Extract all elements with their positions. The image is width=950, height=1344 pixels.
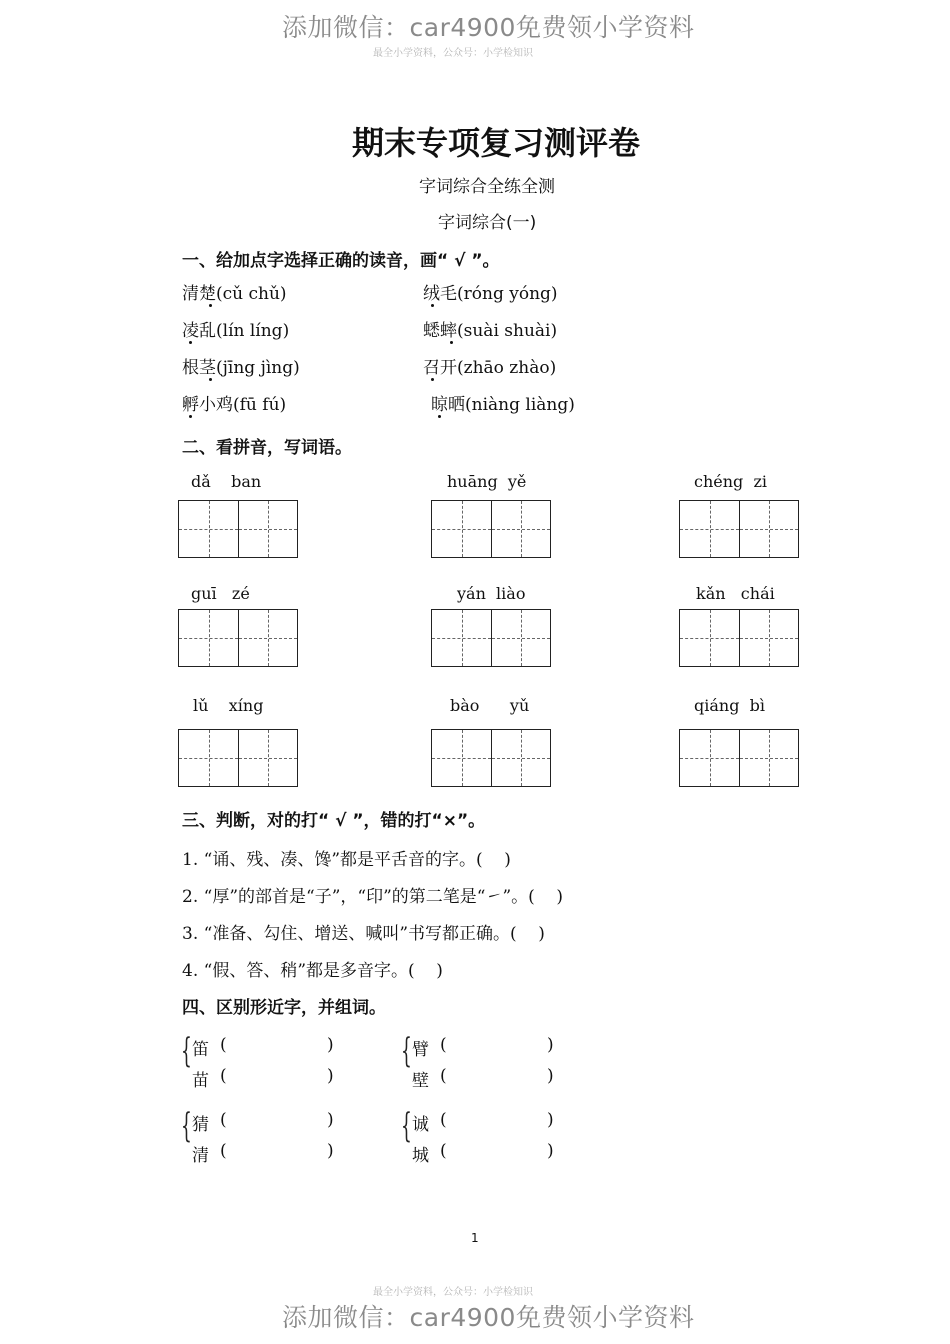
judgement-item: 4. “假、答、稍”都是多音字。( ) [182, 961, 443, 981]
page-title: 期末专项复习测评卷 [352, 124, 641, 162]
emphasis-dot [450, 341, 453, 344]
faint-header-text: 最全小学资料，公众号：小学检知识 [373, 48, 533, 59]
close-paren: ) [547, 1035, 554, 1055]
section-3-heading: 三、判断，对的打“ √ ”，错的打“×”。 [182, 811, 486, 831]
similar-char: 壁 [412, 1071, 429, 1091]
open-paren: ( [440, 1141, 447, 1161]
writing-grid[interactable] [178, 729, 298, 787]
similar-char: 清 [192, 1146, 209, 1166]
subtitle-unit: 字词综合(一) [438, 213, 537, 233]
writing-grid[interactable] [178, 609, 298, 667]
pinyin-label: huāng yě [447, 472, 527, 491]
open-paren: ( [440, 1035, 447, 1055]
watermark-banner-top: 添加微信：car4900免费领小学资料 [282, 13, 695, 42]
open-paren: ( [220, 1035, 227, 1055]
close-paren: ) [327, 1141, 334, 1161]
writing-grid[interactable] [431, 500, 551, 558]
brace-icon: { [181, 1031, 192, 1071]
close-paren: ) [547, 1066, 554, 1086]
writing-grid[interactable] [679, 609, 799, 667]
writing-grid[interactable] [679, 500, 799, 558]
pinyin-label: qiáng bì [694, 696, 765, 715]
pinyin-label: bào yǔ [450, 696, 530, 715]
writing-grid[interactable] [431, 609, 551, 667]
pinyin-label: chéng zi [694, 472, 767, 491]
judgement-item: 2. “厚”的部首是“子”，“印”的第二笔是“㇀”。( ) [182, 887, 564, 907]
emphasis-dot [431, 304, 434, 307]
reading-item: 绒毛(róng yóng) [423, 284, 558, 304]
brace-icon: { [181, 1106, 192, 1146]
reading-item: 晾晒(niàng liàng) [431, 395, 575, 415]
open-paren: ( [220, 1066, 227, 1086]
reading-item: 召开(zhāo zhào) [423, 358, 557, 378]
close-paren: ) [547, 1141, 554, 1161]
similar-char: 诚 [412, 1115, 429, 1135]
emphasis-dot [189, 341, 192, 344]
reading-item: 清楚(cǔ chǔ) [182, 284, 287, 304]
emphasis-dot [209, 378, 212, 381]
reading-item: 凌乱(lín líng) [182, 321, 290, 341]
reading-item: 蟋蟀(suài shuài) [423, 321, 558, 341]
writing-grid[interactable] [679, 729, 799, 787]
section-4-heading: 四、区别形近字，并组词。 [182, 998, 386, 1018]
close-paren: ) [547, 1110, 554, 1130]
similar-char: 苗 [192, 1071, 209, 1091]
close-paren: ) [327, 1035, 334, 1055]
close-paren: ) [327, 1066, 334, 1086]
pinyin-label: kǎn chái [696, 584, 775, 603]
section-1-heading: 一、给加点字选择正确的读音，画“ √ ”。 [182, 251, 500, 271]
watermark-banner-bottom: 添加微信：car4900免费领小学资料 [282, 1303, 695, 1332]
reading-item: 孵小鸡(fū fú) [182, 395, 287, 415]
writing-grid[interactable] [431, 729, 551, 787]
similar-char: 猜 [192, 1115, 209, 1135]
pinyin-label: dǎ ban [191, 472, 262, 491]
emphasis-dot [431, 378, 434, 381]
brace-icon: { [401, 1106, 412, 1146]
section-2-heading: 二、看拼音，写词语。 [182, 438, 352, 458]
judgement-item: 1. “诵、残、凑、馋”都是平舌音的字。( ) [182, 850, 511, 870]
open-paren: ( [220, 1141, 227, 1161]
pinyin-label: guī zé [191, 584, 250, 603]
page-number: 1 [471, 1231, 479, 1245]
brace-icon: { [401, 1031, 412, 1071]
judgement-item: 3. “准备、勾住、增送、喊叫”书写都正确。( ) [182, 924, 545, 944]
similar-char: 笛 [192, 1040, 209, 1060]
writing-grid[interactable] [178, 500, 298, 558]
open-paren: ( [440, 1066, 447, 1086]
pinyin-label: yán liào [457, 584, 526, 603]
faint-footer-text: 最全小学资料，公众号：小学检知识 [373, 1287, 533, 1298]
open-paren: ( [220, 1110, 227, 1130]
similar-char: 城 [412, 1146, 429, 1166]
close-paren: ) [327, 1110, 334, 1130]
similar-char: 臂 [412, 1040, 429, 1060]
pinyin-label: lǔ xíng [193, 696, 264, 715]
emphasis-dot [438, 415, 441, 418]
open-paren: ( [440, 1110, 447, 1130]
emphasis-dot [189, 415, 192, 418]
subtitle: 字词综合全练全测 [419, 177, 555, 197]
reading-item: 根茎(jīng jìng) [182, 358, 300, 378]
emphasis-dot [209, 304, 212, 307]
